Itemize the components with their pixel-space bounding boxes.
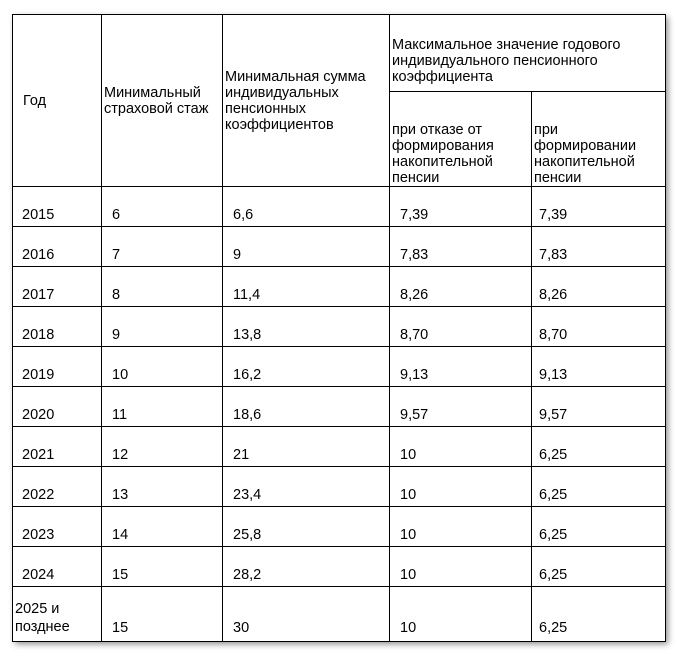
- table-row: [13, 427, 666, 467]
- table-row: [13, 267, 666, 307]
- cell-refusal: 10: [390, 507, 532, 547]
- table-row: [13, 347, 666, 387]
- cell-stazh: 10: [102, 347, 223, 387]
- cell-stazh: 8: [102, 267, 223, 307]
- cell-year: 2021: [13, 427, 102, 467]
- table-row: [13, 587, 666, 642]
- pension-table-frame: [12, 14, 665, 641]
- cell-stazh: 15: [102, 587, 223, 642]
- cell-sum: 25,8: [223, 507, 390, 547]
- table-body: [13, 187, 666, 642]
- cell-forming: 6,25: [532, 547, 666, 587]
- cell-refusal: 10: [390, 547, 532, 587]
- cell-refusal: 7,83: [390, 227, 532, 267]
- cell-year: 2018: [13, 307, 102, 347]
- cell-stazh: 12: [102, 427, 223, 467]
- cell-stazh: 15: [102, 547, 223, 587]
- cell-year: 2017: [13, 267, 102, 307]
- cell-forming: 8,26: [532, 267, 666, 307]
- header-max-coefficient: Максимальное значение годового индивидуального пенсионного коэффициента: [390, 15, 666, 92]
- table-row: [13, 467, 666, 507]
- cell-forming: 7,39: [532, 187, 666, 227]
- cell-forming: 8,70: [532, 307, 666, 347]
- cell-stazh: 6: [102, 187, 223, 227]
- cell-sum: 9: [223, 227, 390, 267]
- header-min-stazh-text: Минимальный страховой стаж: [104, 84, 209, 117]
- table-row: [13, 227, 666, 267]
- cell-forming: 6,25: [532, 507, 666, 547]
- cell-refusal: 9,13: [390, 347, 532, 387]
- header-forming: при формировании накопительной пенсии: [532, 92, 666, 187]
- cell-stazh: 14: [102, 507, 223, 547]
- cell-refusal: 8,70: [390, 307, 532, 347]
- cell-stazh: 11: [102, 387, 223, 427]
- table-row: [13, 307, 666, 347]
- cell-year: 2022: [13, 467, 102, 507]
- header-min-sum: Минимальная сумма индивидуальных пенсионных коэффициентов: [223, 15, 390, 187]
- cell-sum: 13,8: [223, 307, 390, 347]
- cell-refusal: 8,26: [390, 267, 532, 307]
- cell-sum: 23,4: [223, 467, 390, 507]
- header-row-1: [13, 15, 666, 92]
- cell-forming: 7,83: [532, 227, 666, 267]
- cell-forming: 9,13: [532, 347, 666, 387]
- header-min-stazh: [102, 15, 223, 187]
- table-row: [13, 387, 666, 427]
- cell-year: 2015: [13, 187, 102, 227]
- cell-stazh: 7: [102, 227, 223, 267]
- header-refusal: при отказе от формирования накопительной пенсии: [390, 92, 532, 187]
- pension-coefficients-table: [12, 14, 666, 642]
- cell-refusal: 10: [390, 467, 532, 507]
- cell-stazh: 9: [102, 307, 223, 347]
- cell-sum: 30: [223, 587, 390, 642]
- table-row: [13, 507, 666, 547]
- cell-forming: 9,57: [532, 387, 666, 427]
- cell-year-text: 2025 и позднее: [15, 601, 70, 635]
- cell-refusal: 9,57: [390, 387, 532, 427]
- header-year: Год: [13, 15, 102, 187]
- cell-year: [13, 587, 102, 642]
- cell-refusal: 10: [390, 587, 532, 642]
- cell-sum: 11,4: [223, 267, 390, 307]
- cell-sum: 16,2: [223, 347, 390, 387]
- cell-refusal: 7,39: [390, 187, 532, 227]
- cell-forming: 6,25: [532, 587, 666, 642]
- cell-year: 2016: [13, 227, 102, 267]
- cell-year: 2024: [13, 547, 102, 587]
- cell-year: 2020: [13, 387, 102, 427]
- cell-sum: 6,6: [223, 187, 390, 227]
- cell-sum: 28,2: [223, 547, 390, 587]
- cell-sum: 18,6: [223, 387, 390, 427]
- cell-year: 2023: [13, 507, 102, 547]
- cell-year: 2019: [13, 347, 102, 387]
- table-row: [13, 547, 666, 587]
- table-row: [13, 187, 666, 227]
- cell-refusal: 10: [390, 427, 532, 467]
- cell-stazh: 13: [102, 467, 223, 507]
- cell-forming: 6,25: [532, 427, 666, 467]
- cell-forming: 6,25: [532, 467, 666, 507]
- cell-sum: 21: [223, 427, 390, 467]
